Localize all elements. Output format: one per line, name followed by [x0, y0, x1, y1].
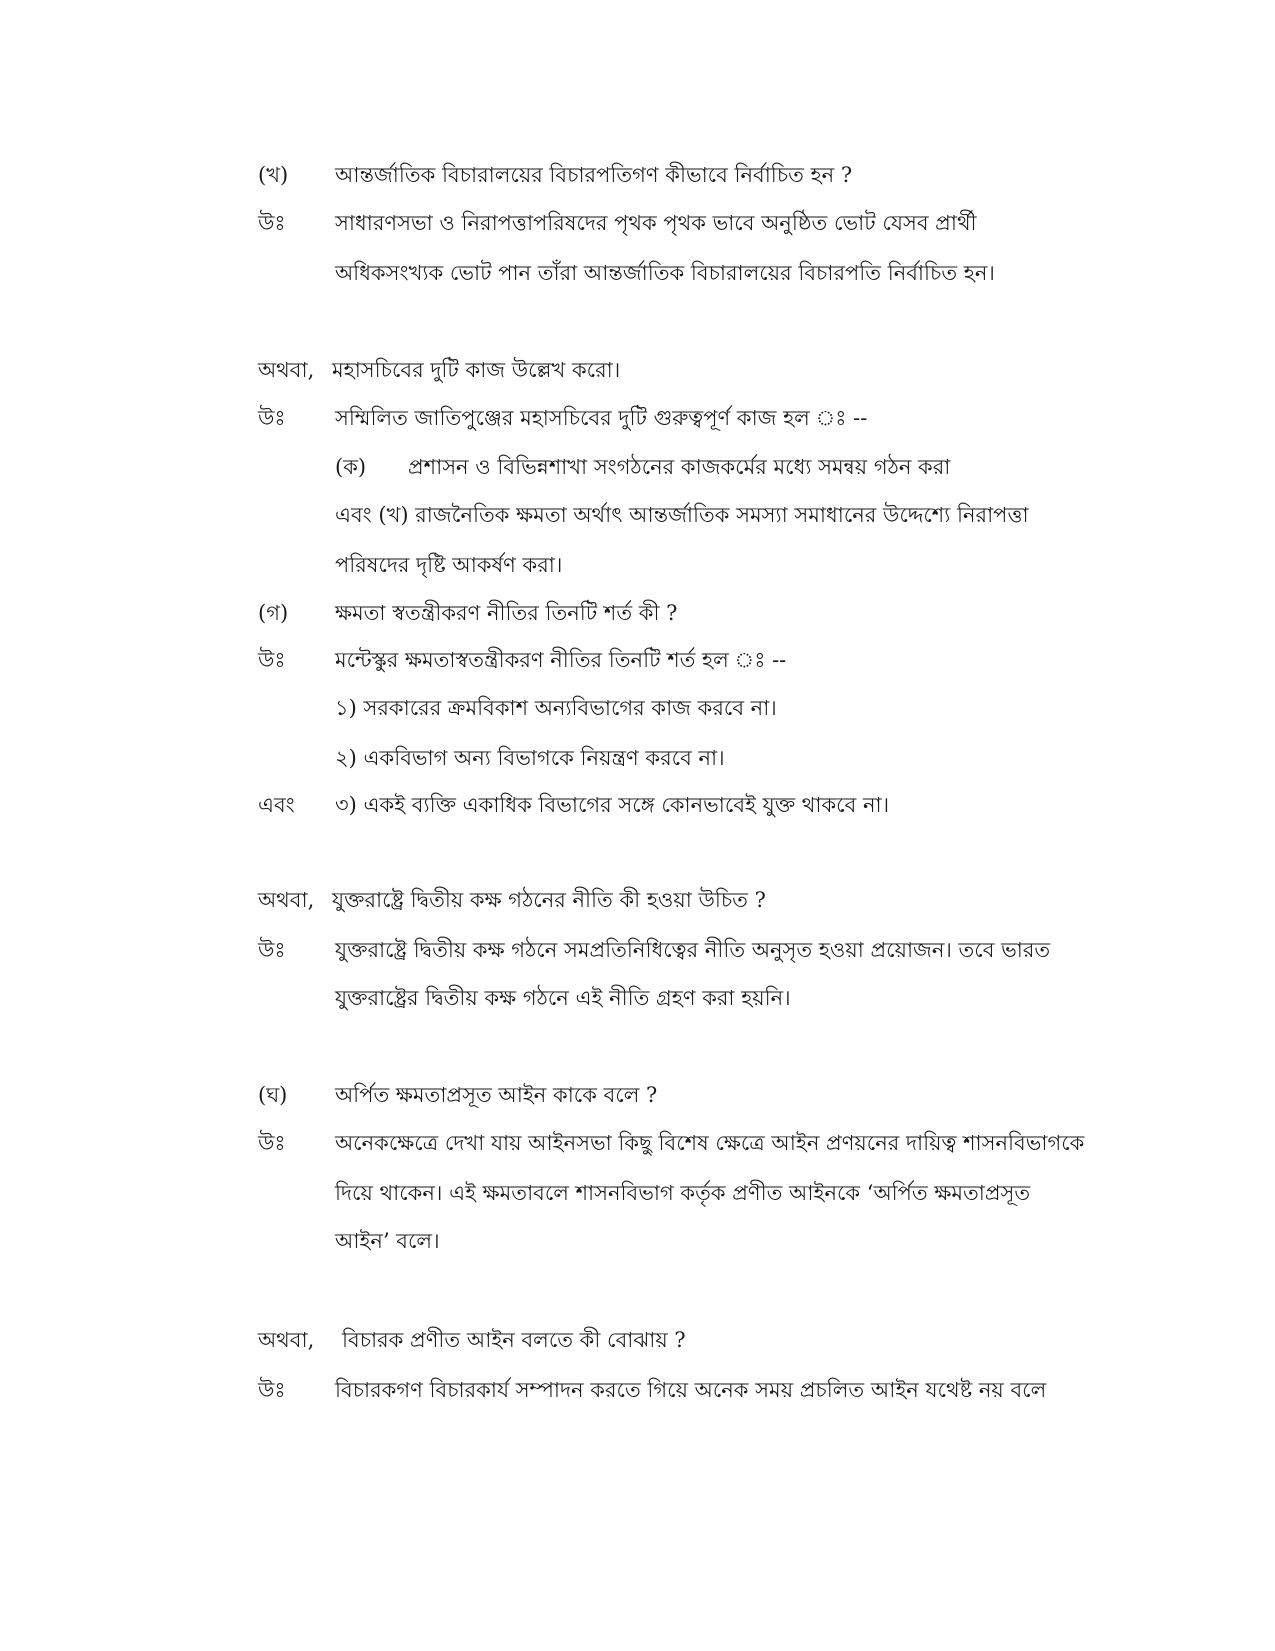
alt2-answer-line2: যুক্তরাষ্ট্রের দ্বিতীয় কক্ষ গঠনে এই নীতি গ্রহণ করা হয়নি।: [335, 986, 791, 1010]
answer-gha-label: উঃ: [258, 1131, 286, 1155]
alt1-point-ka-label: (ক): [335, 455, 367, 479]
question-ga-label: (গ): [258, 601, 289, 625]
alt1-question: মহাসচিবের দুটি কাজ উল্লেখ করো।: [332, 358, 621, 382]
alt3-answer-line1: বিচারকগণ বিচারকার্য সম্পাদন করতে গিয়ে অনেক সময় প্রচলিত আইন যথেষ্ট নয় বলে: [335, 1378, 1047, 1402]
question-kha-text: আন্তর্জাতিক বিচারালয়ের বিচারপতিগণ কীভাবে নির্বাচিত হন ?: [335, 163, 853, 187]
alt2-answer-line1: যুক্তরাষ্ট্রে দ্বিতীয় কক্ষ গঠনে সমপ্রতিনিধিত্বের নীতি অনুসৃত হওয়া প্রয়োজন। তবে ভারত: [335, 938, 1051, 962]
alt1-point-kha-line1: এবং (খ) রাজনৈতিক ক্ষমতা অর্থাৎ আন্তর্জাতিক সমস্যা সমাধানের উদ্দেশ্যে নিরাপত্তা: [335, 503, 1029, 527]
alt1-point-kha-line2: পরিষদের দৃষ্টি আকর্ষণ করা।: [335, 553, 563, 577]
alt2-label: অথবা,: [258, 888, 315, 912]
answer-kha-line2: অধিকসংখ্যক ভোট পান তাঁরা আন্তর্জাতিক বিচারালয়ের বিচারপতি নির্বাচিত হন।: [335, 261, 995, 285]
answer-ga-condition-3-label: এবং: [258, 793, 295, 817]
answer-ga-condition-3: ৩) একই ব্যক্তি একাধিক বিভাগের সঙ্গে কোনভাবেই যুক্ত থাকবে না।: [335, 793, 890, 817]
question-gha-text: অর্পিত ক্ষমতাপ্রসূত আইন কাকে বলে ?: [335, 1083, 658, 1107]
alt2-answer-label: উঃ: [258, 938, 286, 962]
alt1-label: অথবা,: [258, 358, 315, 382]
answer-gha-line3: আইন’ বলে।: [335, 1229, 440, 1253]
answer-ga-condition-1: ১) সরকারের ক্রমবিকাশ অন্যবিভাগের কাজ করবে না।: [335, 696, 777, 720]
alt3-label: অথবা,: [258, 1328, 315, 1352]
answer-kha-line1: সাধারণসভা ও নিরাপত্তাপরিষদের পৃথক পৃথক ভাবে অনুষ্ঠিত ভোট যেসব প্রার্থী: [335, 211, 977, 235]
answer-ga-intro: মন্টেস্কুর ক্ষমতাস্বতন্ত্রীকরণ নীতির তিনটি শর্ত হল ঃ --: [335, 648, 787, 672]
question-gha-label: (ঘ): [258, 1083, 288, 1107]
alt1-answer-label: উঃ: [258, 406, 286, 430]
answer-ga-label: উঃ: [258, 648, 286, 672]
answer-gha-line2: দিয়ে থাকেন। এই ক্ষমতাবলে শাসনবিভাগ কর্তৃক প্রণীত আইনকে ‘অর্পিত ক্ষমতাপ্রসূত: [335, 1181, 1031, 1205]
alt3-answer-label: উঃ: [258, 1378, 286, 1402]
answer-gha-line1: অনেকক্ষেত্রে দেখা যায় আইনসভা কিছু বিশেষ ক্ষেত্রে আইন প্রণয়নের দায়িত্ব শাসনবিভাগকে: [335, 1131, 1085, 1155]
alt3-question: বিচারক প্রণীত আইন বলতে কী বোঝায় ?: [342, 1328, 686, 1352]
question-kha-label: (খ): [258, 163, 289, 187]
answer-kha-label: উঃ: [258, 211, 286, 235]
question-ga-text: ক্ষমতা স্বতন্ত্রীকরণ নীতির তিনটি শর্ত কী ?: [335, 601, 678, 625]
alt1-point-ka-text: প্রশাসন ও বিভিন্নশাখা সংগঠনের কাজকর্মের মধ্যে সমন্বয় গঠন করা: [408, 455, 951, 479]
alt2-question: যুক্তরাষ্ট্রে দ্বিতীয় কক্ষ গঠনের নীতি কী হওয়া উচিত ?: [332, 888, 766, 912]
alt1-answer-intro: সম্মিলিত জাতিপুঞ্জের মহাসচিবের দুটি গুরুত্বপূর্ণ কাজ হল ঃ --: [335, 406, 868, 430]
answer-ga-condition-2: ২) একবিভাগ অন্য বিভাগকে নিয়ন্ত্রণ করবে না।: [335, 746, 725, 770]
